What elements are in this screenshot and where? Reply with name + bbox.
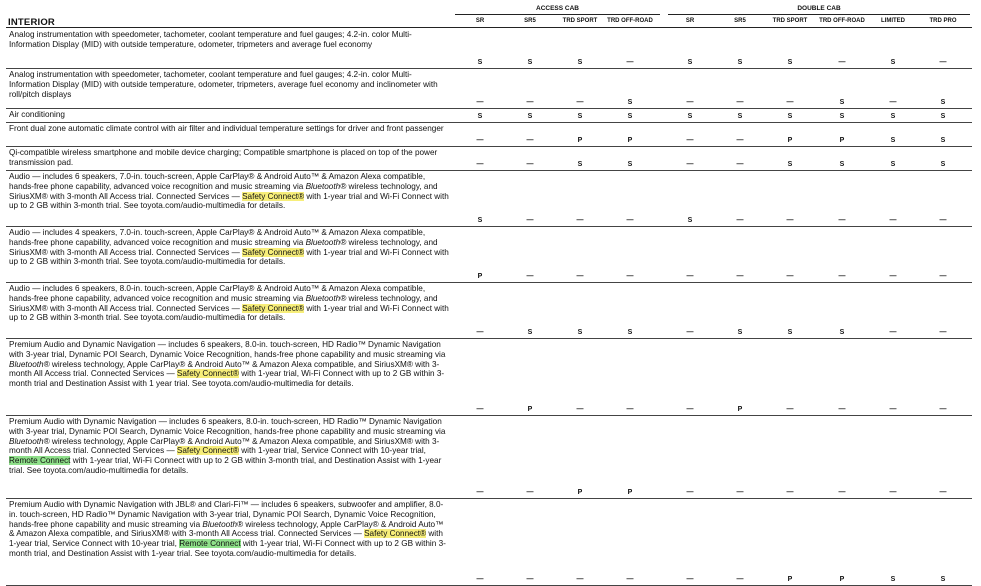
spec-row — [6, 29, 972, 68]
column-label: TRD OFF-ROAD — [607, 18, 653, 24]
spec-row — [6, 499, 972, 585]
availability-cell: — — [526, 273, 534, 280]
availability-cell: — — [476, 406, 484, 413]
availability-cell: S — [627, 329, 633, 336]
spec-row — [6, 416, 972, 498]
availability-cell: — — [576, 273, 584, 280]
availability-cell: S — [839, 99, 845, 106]
availability-cell: S — [627, 113, 633, 120]
availability-cell: — — [626, 576, 634, 583]
availability-cell: P — [577, 137, 583, 144]
availability-cell: — — [736, 99, 744, 106]
feature-description: Premium Audio with Dynamic Navigation with JBL® and Clari-Fi™ — includes 6 speakers, subwoofer and amplifier, 8.0-in. touch-screen, HD Radio™ Dynamic Navigation with 3-year trial, Dynamic POI Search, Dynamic Voice Recognition, hands-free phone capability and music streaming via Bluetooth® wireless technology, Apple CarPlay® & Android Auto™ & Amazon Alexa compatible, and SiriusXM® with 3-month All Access trial. Connected Services — Safety Connect® with 1-year trial, Service Connect with 10-year trial, Remote Connect with 1-year trial, Wi-Fi Connect with up to 2 GB within 3-month trial, and Destination Assist with 1-year trial. See toyota.com/audio-multimedia for details. — [9, 500, 446, 558]
availability-cell: S — [890, 161, 896, 168]
availability-cell: — — [939, 273, 947, 280]
spec-row — [6, 109, 972, 122]
column-label: TRD SPORT — [772, 18, 808, 24]
availability-cell: S — [940, 113, 946, 120]
availability-cell: — — [476, 576, 484, 583]
availability-cell: P — [737, 406, 743, 413]
availability-cell: — — [626, 217, 634, 224]
availability-cell: P — [627, 137, 633, 144]
column-label: LIMITED — [881, 18, 905, 24]
availability-cell: P — [527, 406, 533, 413]
availability-cell: S — [527, 329, 533, 336]
feature-description: Audio — includes 6 speakers, 8.0-in. touch-screen, Apple CarPlay® & Android Auto™ & Amazon Alexa compatible, hands-free phone capability, advanced voice recognition and music streaming via Bluetooth® wireless technology, and SiriusXM® with 3-month All Access trial. Connected Services — Safety Connect® with 1-year trial and Wi-Fi Connect with up to 2 GB within 3-month trial. See toyota.com/audio-multimedia for details. — [9, 284, 449, 323]
availability-cell: — — [939, 329, 947, 336]
availability-cell: P — [787, 137, 793, 144]
availability-cell: — — [889, 406, 897, 413]
availability-cell: — — [736, 576, 744, 583]
availability-cell: — — [786, 99, 794, 106]
availability-cell: S — [687, 113, 693, 120]
availability-cell: — — [576, 406, 584, 413]
availability-cell: — — [736, 489, 744, 496]
availability-cell: — — [626, 406, 634, 413]
availability-cell: — — [576, 576, 584, 583]
availability-cell: S — [527, 113, 533, 120]
availability-cell: — — [526, 489, 534, 496]
availability-cell: — — [576, 217, 584, 224]
availability-cell: — — [838, 406, 846, 413]
feature-description: Premium Audio and Dynamic Navigation — includes 6 speakers, 8.0-in. touch-screen, HD Radio™ Dynamic Navigation with 3-year trial, Dynamic POI Search, Dynamic Voice Recognition, hands-free phone capability and music streaming via Bluetooth® wireless technology, Apple CarPlay® & Android Auto™ & Amazon Alexa compatible, and SiriusXM® with 3-month All Access trial. Connected Services — Safety Connect® with 1-year trial, Wi-Fi Connect with up to 2 GB within 3-month trial and Destination Assist with 1 year trial. See toyota.com/audio-multimedia for details. — [9, 340, 446, 389]
availability-cell: S — [839, 113, 845, 120]
availability-cell: — — [626, 273, 634, 280]
availability-cell: — — [838, 273, 846, 280]
availability-cell: P — [839, 137, 845, 144]
spec-row — [6, 171, 972, 226]
availability-cell: — — [476, 137, 484, 144]
group-label: DOUBLE CAB — [797, 5, 841, 12]
availability-cell: S — [577, 59, 583, 66]
group-underline — [668, 14, 970, 15]
section-title: INTERIOR — [8, 17, 55, 28]
availability-cell: — — [889, 489, 897, 496]
column-label: SR — [685, 18, 695, 24]
availability-cell: — — [939, 489, 947, 496]
availability-cell: P — [577, 489, 583, 496]
availability-cell: S — [890, 137, 896, 144]
availability-cell: — — [686, 161, 694, 168]
availability-cell: — — [736, 161, 744, 168]
availability-cell: S — [940, 161, 946, 168]
availability-cell: — — [686, 406, 694, 413]
availability-cell: S — [627, 161, 633, 168]
availability-cell: S — [577, 113, 583, 120]
column-label: TRD SPORT — [562, 18, 598, 24]
availability-cell: — — [476, 161, 484, 168]
availability-cell: — — [686, 329, 694, 336]
availability-cell: — — [686, 576, 694, 583]
availability-cell: — — [626, 59, 634, 66]
header-divider — [6, 27, 972, 28]
availability-cell: S — [627, 99, 633, 106]
spec-row — [6, 147, 972, 170]
availability-cell: S — [577, 161, 583, 168]
availability-cell: S — [839, 329, 845, 336]
availability-cell: S — [737, 113, 743, 120]
availability-cell: — — [736, 217, 744, 224]
availability-cell: — — [939, 406, 947, 413]
availability-cell: P — [839, 576, 845, 583]
availability-cell: — — [476, 489, 484, 496]
availability-cell: S — [940, 99, 946, 106]
availability-cell: — — [526, 137, 534, 144]
availability-cell: S — [787, 113, 793, 120]
availability-cell: P — [627, 489, 633, 496]
availability-cell: — — [476, 99, 484, 106]
group-underline — [455, 14, 660, 15]
availability-cell: S — [527, 59, 533, 66]
availability-cell: S — [787, 59, 793, 66]
availability-cell: S — [687, 217, 693, 224]
spec-row — [6, 339, 972, 415]
availability-cell: — — [889, 273, 897, 280]
availability-cell: S — [890, 113, 896, 120]
feature-description: Premium Audio with Dynamic Navigation — includes 6 speakers, 8.0-in. touch-screen, HD Radio™ Dynamic Navigation with 3-year trial, Dynamic POI Search, Dynamic Voice Recognition, hands-free phone capability and music streaming via Bluetooth® wireless technology, Apple CarPlay® & Android Auto™ & Amazon Alexa compatible, and SiriusXM® with 3-month All Access trial. Connected Services — Safety Connect® with 1-year trial, Service Connect with 10-year trial, Remote Connect with 1-year trial, Wi-Fi Connect with up to 2 GB within 3-month trial, and Destination Assist with 1-year trial. See toyota.com/audio-multimedia for details. — [9, 417, 446, 475]
availability-cell: — — [576, 99, 584, 106]
feature-description: Air conditioning — [9, 110, 65, 119]
column-label: SR5 — [734, 18, 746, 24]
availability-cell: S — [477, 59, 483, 66]
feature-description: Front dual zone automatic climate control with air filter and individual temperature settings for driver and front passenger — [9, 124, 444, 133]
availability-cell: — — [889, 329, 897, 336]
spec-row — [6, 283, 972, 338]
availability-cell: — — [686, 99, 694, 106]
availability-cell: — — [686, 137, 694, 144]
group-label: ACCESS CAB — [536, 5, 579, 12]
availability-cell: — — [889, 217, 897, 224]
spec-row — [6, 123, 972, 146]
availability-cell: S — [477, 217, 483, 224]
availability-cell: S — [940, 137, 946, 144]
availability-cell: — — [786, 489, 794, 496]
availability-cell: — — [686, 273, 694, 280]
availability-cell: — — [736, 273, 744, 280]
availability-cell: S — [839, 161, 845, 168]
feature-description: Audio — includes 6 speakers, 7.0-in. touch-screen, Apple CarPlay® & Android Auto™ & Amazon Alexa compatible, hands-free phone capability, advanced voice recognition and music streaming via Bluetooth® wireless technology, and SiriusXM® with 3-month All Access trial. Connected Services — Safety Connect® with 1-year trial and Wi-Fi Connect with up to 2 GB within 3-month trial. See toyota.com/audio-multimedia for details. — [9, 172, 449, 211]
availability-cell: — — [838, 217, 846, 224]
availability-cell: — — [786, 217, 794, 224]
column-label: TRD OFF-ROAD — [819, 18, 865, 24]
availability-cell: — — [526, 576, 534, 583]
availability-cell: S — [737, 329, 743, 336]
availability-cell: — — [526, 161, 534, 168]
availability-cell: — — [838, 59, 846, 66]
spec-row — [6, 69, 972, 108]
column-label: TRD PRO — [929, 18, 957, 24]
column-label: SR — [475, 18, 485, 24]
availability-cell: S — [940, 576, 946, 583]
availability-cell: — — [786, 406, 794, 413]
feature-description: Qi-compatible wireless smartphone and mobile device charging; Compatible smartphone is placed on top of the power transmission pad. — [9, 148, 438, 167]
feature-description: Analog instrumentation with speedometer, tachometer, coolant temperature and fuel gauges; 4.2-in. color Multi-Information Display (MID) with outside temperature, odometer, tripmeters and average fuel economy — [9, 30, 412, 49]
availability-cell: — — [939, 217, 947, 224]
column-label: SR5 — [524, 18, 536, 24]
availability-cell: — — [786, 273, 794, 280]
availability-cell: S — [787, 329, 793, 336]
availability-cell: — — [526, 99, 534, 106]
availability-cell: S — [687, 59, 693, 66]
feature-description: Analog instrumentation with speedometer, tachometer, coolant temperature and fuel gauges; 4.2-in. color Multi-Information Display (MID) with outside temperature, odometer, tripmeters, average fuel economy and inclinometer with roll/pitch displays — [9, 70, 438, 99]
availability-cell: P — [477, 273, 483, 280]
availability-cell: — — [526, 217, 534, 224]
availability-cell: — — [889, 99, 897, 106]
availability-cell: — — [476, 329, 484, 336]
availability-cell: — — [939, 59, 947, 66]
availability-cell: S — [890, 576, 896, 583]
availability-cell: — — [838, 489, 846, 496]
spec-row — [6, 227, 972, 282]
availability-cell: — — [736, 137, 744, 144]
availability-cell: P — [787, 576, 793, 583]
availability-cell: S — [577, 329, 583, 336]
feature-description: Audio — includes 4 speakers, 7.0-in. touch-screen, Apple CarPlay® & Android Auto™ & Amazon Alexa compatible, hands-free phone capability, advanced voice recognition and music streaming via Bluetooth® wireless technology, and SiriusXM® with 3-month All Access trial. Connected Services — Safety Connect® with 1-year trial and Wi-Fi Connect with up to 2 GB within 3-month trial. See toyota.com/audio-multimedia for details. — [9, 228, 449, 267]
availability-cell: S — [890, 59, 896, 66]
availability-cell: S — [787, 161, 793, 168]
availability-cell: S — [477, 113, 483, 120]
availability-cell: — — [686, 489, 694, 496]
availability-cell: S — [737, 59, 743, 66]
